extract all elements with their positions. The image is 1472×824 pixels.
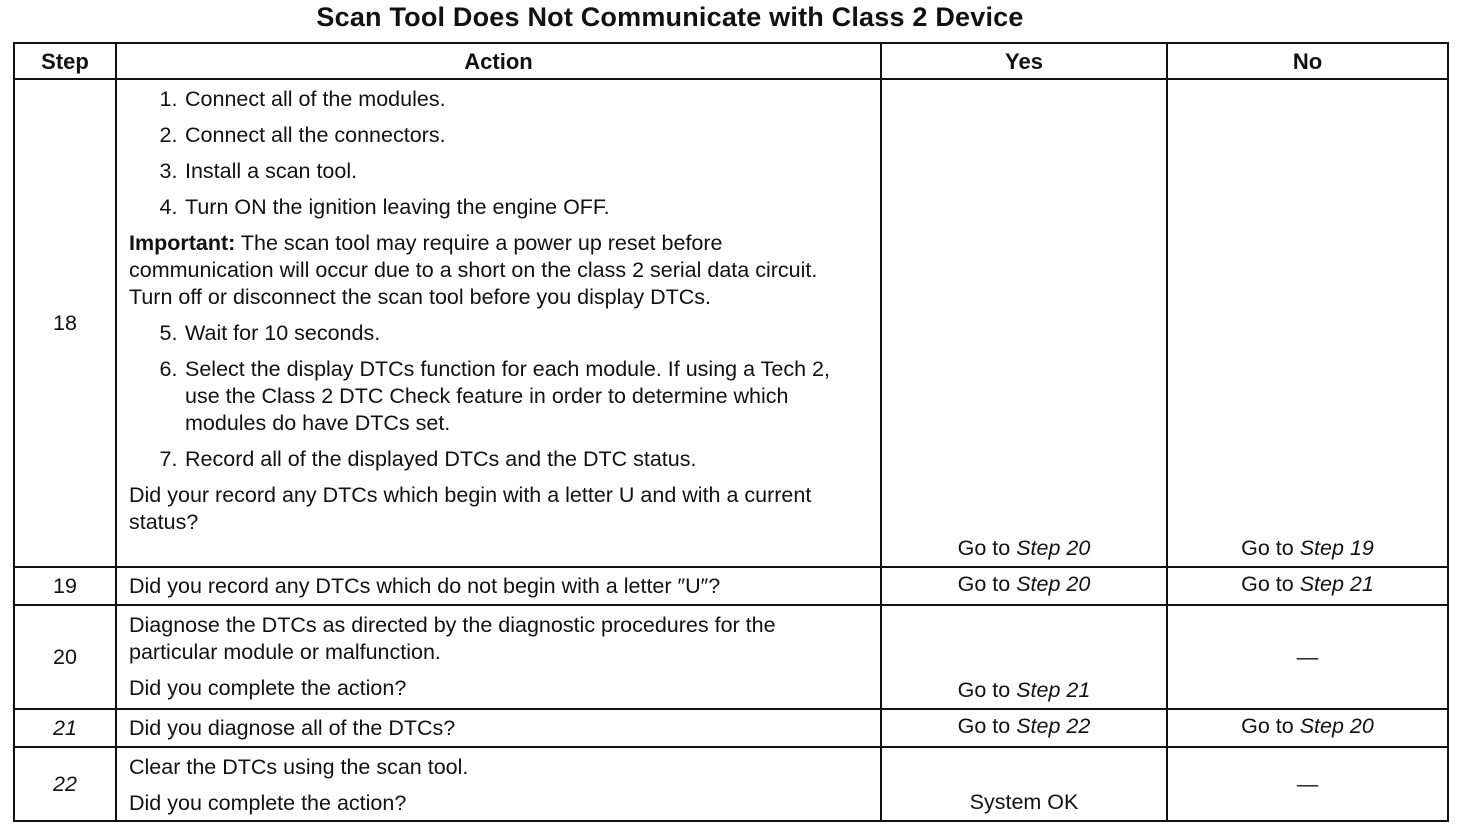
- action-cell: [116, 747, 881, 821]
- list-text: Wait for 10 seconds.: [185, 321, 381, 345]
- list-item: [129, 122, 866, 149]
- no-cell: [1167, 709, 1448, 747]
- goto-step-link[interactable]: Step 20: [1016, 536, 1091, 560]
- action-cell: [116, 79, 881, 567]
- list-number: 7.: [159, 447, 178, 471]
- table-row-step-22: [14, 747, 1448, 821]
- diagnostic-table: [13, 42, 1449, 822]
- table-row-step-19: [14, 567, 1448, 605]
- question-text: Did you record any DTCs which do not begin with a letter ″U″?: [129, 573, 721, 598]
- goto-prefix: Go to: [1241, 571, 1294, 596]
- important-text: The scan tool may require a power up reset before communication will occur due to a short on the class 2 serial data circuit. Turn off or disconnect the scan tool before you display DTCs.: [129, 231, 818, 309]
- no-cell: [1167, 79, 1448, 567]
- action-text: Clear the DTCs using the scan tool.: [129, 755, 469, 779]
- yes-cell: [881, 567, 1167, 605]
- step-number: 21: [14, 709, 116, 747]
- list-number: 1.: [159, 87, 178, 111]
- goto-step-link[interactable]: Step 19: [1299, 536, 1374, 560]
- question-text: Did your record any DTCs which begin with a letter U and with a current status?: [129, 483, 812, 534]
- goto-step-link[interactable]: Step 21: [1299, 571, 1374, 596]
- list-number: 4.: [159, 195, 178, 219]
- list-text: Install a scan tool.: [185, 159, 358, 183]
- action-cell: [116, 567, 881, 605]
- yes-cell: [881, 605, 1167, 709]
- list-text: Connect all the connectors.: [185, 123, 446, 147]
- table-row-step-18: [14, 79, 1448, 567]
- question-text: Did you complete the action?: [129, 791, 407, 815]
- goto-prefix: Go to: [957, 571, 1011, 596]
- goto-step-link[interactable]: Step 21: [1016, 678, 1091, 702]
- header-action: Action: [116, 43, 881, 79]
- important-label: Important:: [129, 231, 236, 255]
- question-text: Did you complete the action?: [129, 676, 407, 700]
- list-text: Record all of the displayed DTCs and the DTC status.: [185, 447, 697, 471]
- header-row: [14, 43, 1448, 79]
- not-applicable-dash: —: [1296, 771, 1319, 796]
- question-text: Did you diagnose all of the DTCs?: [129, 715, 456, 740]
- action-text: Diagnose the DTCs as directed by the diagnostic procedures for the particular module or malfunction.: [129, 613, 776, 664]
- list-text: Select the display DTCs function for each module. If using a Tech 2, use the Class 2 DTC Check feature in order to determine which modules do have DTCs set.: [185, 357, 830, 435]
- important-note: [129, 230, 866, 311]
- step-number: 20: [14, 605, 116, 709]
- goto-step-link[interactable]: Step 22: [1016, 713, 1091, 738]
- list-text: Turn ON the ignition leaving the engine OFF.: [185, 195, 610, 219]
- yes-cell: [881, 79, 1167, 567]
- list-item: [129, 446, 866, 473]
- list-item: [129, 320, 866, 347]
- list-item: [129, 158, 866, 185]
- list-item: [129, 194, 866, 221]
- list-item: [129, 356, 866, 437]
- not-applicable-dash: —: [1296, 644, 1319, 669]
- table-row-step-21: [14, 709, 1448, 747]
- list-text: Connect all of the modules.: [185, 87, 446, 111]
- goto-prefix: Go to: [1241, 536, 1294, 560]
- goto-prefix: Go to: [957, 536, 1011, 560]
- goto-prefix: Go to: [957, 713, 1011, 738]
- action-cell: [116, 605, 881, 709]
- header-yes: Yes: [881, 43, 1167, 79]
- goto-prefix: Go to: [957, 678, 1011, 702]
- list-item: [129, 86, 866, 113]
- table-row-step-20: [14, 605, 1448, 709]
- yes-cell: [881, 747, 1167, 821]
- step-number: 22: [14, 747, 116, 821]
- no-cell: [1167, 605, 1448, 709]
- step-number: 19: [14, 567, 116, 605]
- no-cell: [1167, 747, 1448, 821]
- header-no: No: [1167, 43, 1448, 79]
- header-step: Step: [14, 43, 116, 79]
- page-title: Scan Tool Does Not Communicate with Class 2 Device: [316, 2, 1024, 32]
- goto-step-link[interactable]: Step 20: [1299, 713, 1374, 738]
- goto-prefix: Go to: [1241, 713, 1294, 738]
- list-number: 3.: [159, 159, 178, 183]
- list-number: 6.: [159, 357, 178, 381]
- list-number: 2.: [159, 123, 178, 147]
- system-ok-text: System OK: [969, 790, 1079, 814]
- step-number: 18: [14, 79, 116, 567]
- no-cell: [1167, 567, 1448, 605]
- action-cell: [116, 709, 881, 747]
- yes-cell: [881, 709, 1167, 747]
- list-number: 5.: [159, 321, 178, 345]
- goto-step-link[interactable]: Step 20: [1016, 571, 1091, 596]
